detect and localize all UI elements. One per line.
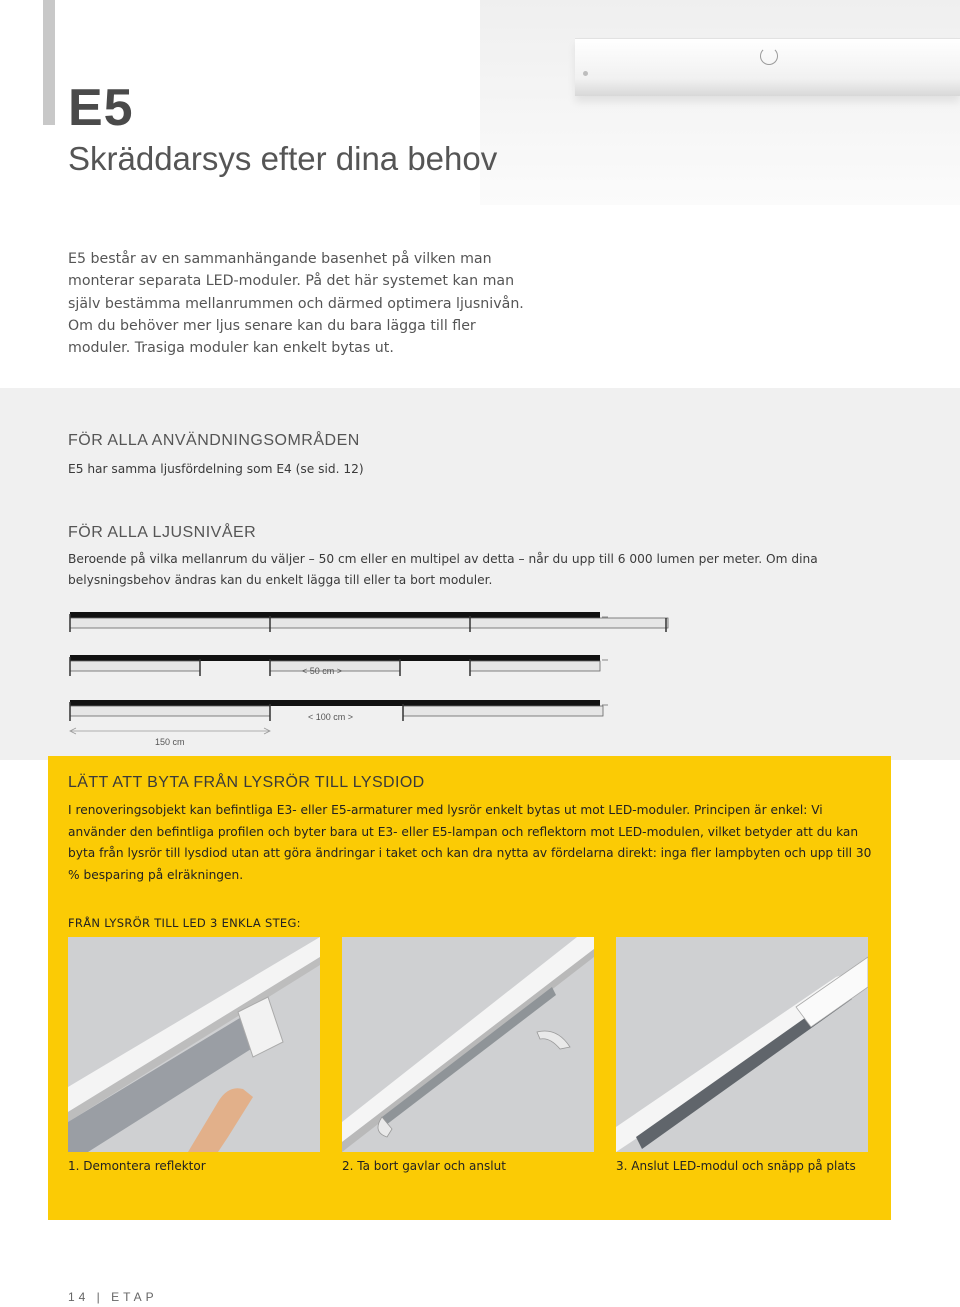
- intro-paragraph: E5 består av en sammanhängande basenhet på vilken man monterar separata LED-moduler. På det här systemet kan man själv bestämma mellanrummen och därmed optimera ljusnivån. Om du behöver mer ljus senare kan du bara lägga till fler moduler. Trasiga moduler kan enkelt bytas ut.: [68, 251, 524, 357]
- section-text-applications: E5 har samma ljusfördelning som E4 (se sid. 12): [68, 462, 364, 476]
- retrofit-text: I renoveringsobjekt kan befintliga E3- eller E5-armaturer med lysrör enkelt bytas ut mot LED-moduler. Principen är enkel: Vi använder den befintliga profilen och byter bara ut E3- eller E5-lampan och reflektorn mot LED-modulen, vilket betyder att du kan byta från lysrör till lysdiod utan att göra ändringar i taket och kan dra nytta av fördelarna direkt: inga fler lampbyten och upp till 30 % besparing på elräkningen.: [68, 803, 872, 882]
- step-2-photo: [342, 937, 594, 1152]
- step-1-photo: [68, 937, 320, 1152]
- rail-row-1: [70, 612, 600, 618]
- page-footer: 14 | ETAP: [68, 1290, 158, 1304]
- section-heading-light-levels: FÖR ALLA LJUSNIVÅER: [68, 524, 257, 541]
- hero-image: [480, 0, 960, 205]
- label-100cm: < 100 cm >: [308, 712, 354, 722]
- luminaire-rail-image: [575, 38, 960, 96]
- section-text-light-levels: Beroende på vilka mellanrum du väljer – 50 cm eller en multipel av detta – når du upp till 6 000 lumen per meter. Om dina belysningsbehov ändras kan du enkelt lägga till eller ta bort moduler.: [68, 552, 818, 587]
- label-50cm: < 50 cm >: [302, 666, 343, 676]
- page-title: E5: [68, 79, 134, 137]
- rail-row-3: [70, 700, 600, 706]
- step-3-photo: [616, 937, 868, 1152]
- retrofit-box: [48, 756, 891, 1220]
- steps-heading: FRÅN LYSRÖR TILL LED 3 ENKLA STEG:: [68, 916, 301, 930]
- retrofit-heading: LÄTT ATT BYTA FRÅN LYSRÖR TILL LYSDIOD: [68, 774, 425, 791]
- rail-screw: [583, 71, 588, 76]
- accent-bar: [43, 0, 55, 125]
- label-150cm: 150 cm: [155, 737, 185, 747]
- step-1-caption: 1. Demontera reflektor: [68, 1159, 206, 1173]
- page-subtitle: Skräddarsys efter dina behov: [68, 140, 498, 177]
- rail-ring: [760, 47, 778, 65]
- spacing-diagram-svg: [60, 604, 680, 754]
- step-3-caption: 3. Anslut LED-modul och snäpp på plats: [616, 1159, 856, 1173]
- module-spacing-diagram: [60, 604, 680, 754]
- section-heading-applications: FÖR ALLA ANVÄNDNINGSOMRÅDEN: [68, 432, 360, 449]
- modules-row-1: [70, 618, 668, 628]
- rail-row-2: [70, 655, 600, 661]
- step-2-caption: 2. Ta bort gavlar och anslut: [342, 1159, 506, 1173]
